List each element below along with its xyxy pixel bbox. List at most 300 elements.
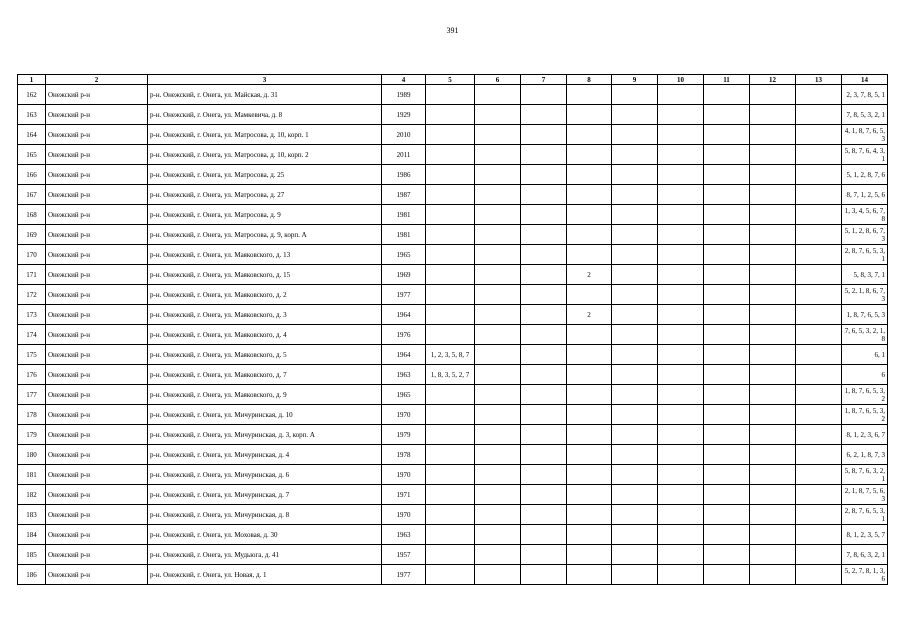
col5-cell (426, 125, 475, 145)
col6-cell (475, 365, 521, 385)
col12-cell (750, 405, 796, 425)
col14-cell: 2, 3, 7, 8, 5, 1 (842, 85, 888, 105)
col10-cell (658, 265, 704, 285)
col14-cell: 6, 1 (842, 345, 888, 365)
column-header-1: 1 (18, 75, 46, 85)
col5-cell (426, 145, 475, 165)
row-number-cell: 172 (18, 285, 46, 305)
table-body (18, 85, 888, 585)
col9-cell (612, 325, 658, 345)
col8-cell (567, 245, 612, 265)
col11-cell (704, 485, 750, 505)
col7-cell (521, 445, 567, 465)
district-cell: Онежский р-н (46, 245, 148, 265)
col9-cell (612, 565, 658, 585)
year-cell: 1977 (382, 565, 426, 585)
row-number-cell: 168 (18, 205, 46, 225)
col9-cell (612, 105, 658, 125)
col8-cell (567, 225, 612, 245)
row-number-cell: 184 (18, 525, 46, 545)
col13-cell (796, 365, 842, 385)
col6-cell (475, 345, 521, 365)
col8-cell (567, 205, 612, 225)
table-row (18, 385, 888, 405)
col14-cell: 7, 8, 5, 3, 2, 1 (842, 105, 888, 125)
col8-cell (567, 85, 612, 105)
address-cell: р-н. Онежский, г. Онега, ул. Мичуринская, д. 3, корп. А (148, 425, 382, 445)
col8-cell (567, 365, 612, 385)
col11-cell (704, 365, 750, 385)
col9-cell (612, 405, 658, 425)
col9-cell (612, 285, 658, 305)
col7-cell (521, 165, 567, 185)
col14-cell: 2, 8, 7, 6, 5, 3, 1 (842, 245, 888, 265)
col12-cell (750, 565, 796, 585)
col11-cell (704, 525, 750, 545)
col12-cell (750, 545, 796, 565)
col6-cell (475, 265, 521, 285)
col14-cell: 4, 1, 8, 7, 6, 5, 3 (842, 125, 888, 145)
col12-cell (750, 425, 796, 445)
year-cell: 1978 (382, 445, 426, 465)
col9-cell (612, 545, 658, 565)
col7-cell (521, 225, 567, 245)
col12-cell (750, 185, 796, 205)
col5-cell (426, 85, 475, 105)
year-cell: 1970 (382, 505, 426, 525)
row-number-cell: 173 (18, 305, 46, 325)
col9-cell (612, 465, 658, 485)
col8-cell (567, 525, 612, 545)
table-row (18, 525, 888, 545)
col10-cell (658, 105, 704, 125)
col7-cell (521, 185, 567, 205)
year-cell: 1969 (382, 265, 426, 285)
column-header-12: 12 (750, 75, 796, 85)
col6-cell (475, 185, 521, 205)
row-number-cell: 167 (18, 185, 46, 205)
col14-cell: 5, 8, 3, 7, 1 (842, 265, 888, 285)
col6-cell (475, 325, 521, 345)
district-cell: Онежский р-н (46, 445, 148, 465)
row-number-cell: 186 (18, 565, 46, 585)
col13-cell (796, 345, 842, 365)
col13-cell (796, 385, 842, 405)
table-row (18, 425, 888, 445)
district-cell: Онежский р-н (46, 465, 148, 485)
table-row (18, 505, 888, 525)
col11-cell (704, 165, 750, 185)
address-cell: р-н. Онежский, г. Онега, ул. Матросова, д. 9, корп. А (148, 225, 382, 245)
year-cell: 1987 (382, 185, 426, 205)
col5-cell (426, 305, 475, 325)
col14-cell: 7, 8, 6, 3, 2, 1 (842, 545, 888, 565)
row-number-cell: 164 (18, 125, 46, 145)
table-row (18, 225, 888, 245)
header-row (18, 75, 888, 85)
col9-cell (612, 305, 658, 325)
col10-cell (658, 305, 704, 325)
col14-cell: 5, 2, 7, 8, 1, 3, 6 (842, 565, 888, 585)
col11-cell (704, 405, 750, 425)
district-cell: Онежский р-н (46, 85, 148, 105)
district-cell: Онежский р-н (46, 365, 148, 385)
row-number-cell: 180 (18, 445, 46, 465)
col8-cell (567, 345, 612, 365)
table-row (18, 365, 888, 385)
col7-cell (521, 425, 567, 445)
col6-cell (475, 485, 521, 505)
address-cell: р-н. Онежский, г. Онега, ул. Мамкевича, д. 8 (148, 105, 382, 125)
column-header-11: 11 (704, 75, 750, 85)
col11-cell (704, 205, 750, 225)
col7-cell (521, 385, 567, 405)
col12-cell (750, 505, 796, 525)
col7-cell (521, 465, 567, 485)
col6-cell (475, 385, 521, 405)
col11-cell (704, 85, 750, 105)
year-cell: 1929 (382, 105, 426, 125)
col5-cell (426, 165, 475, 185)
col10-cell (658, 545, 704, 565)
col5-cell (426, 505, 475, 525)
col11-cell (704, 265, 750, 285)
col6-cell (475, 245, 521, 265)
col5-cell: 1, 2, 3, 5, 8, 7 (426, 345, 475, 365)
district-cell: Онежский р-н (46, 565, 148, 585)
col5-cell (426, 425, 475, 445)
col7-cell (521, 305, 567, 325)
col13-cell (796, 485, 842, 505)
col8-cell (567, 125, 612, 145)
col8-cell (567, 285, 612, 305)
col9-cell (612, 125, 658, 145)
year-cell: 1957 (382, 545, 426, 565)
col13-cell (796, 245, 842, 265)
col9-cell (612, 185, 658, 205)
col5-cell (426, 445, 475, 465)
row-number-cell: 178 (18, 405, 46, 425)
col11-cell (704, 465, 750, 485)
col6-cell (475, 105, 521, 125)
col14-cell: 8, 7, 1, 2, 5, 6 (842, 185, 888, 205)
col13-cell (796, 545, 842, 565)
col7-cell (521, 265, 567, 285)
year-cell: 1970 (382, 465, 426, 485)
housing-registry-table (17, 74, 888, 585)
address-cell: р-н. Онежский, г. Онега, ул. Маяковского, д. 3 (148, 305, 382, 325)
col11-cell (704, 245, 750, 265)
address-cell: р-н. Онежский, г. Онега, ул. Мичуринская, д. 7 (148, 485, 382, 505)
col7-cell (521, 525, 567, 545)
district-cell: Онежский р-н (46, 165, 148, 185)
col7-cell (521, 325, 567, 345)
col10-cell (658, 365, 704, 385)
col10-cell (658, 145, 704, 165)
col5-cell (426, 205, 475, 225)
row-number-cell: 162 (18, 85, 46, 105)
col11-cell (704, 225, 750, 245)
row-number-cell: 163 (18, 105, 46, 125)
col9-cell (612, 85, 658, 105)
col9-cell (612, 485, 658, 505)
col12-cell (750, 525, 796, 545)
col6-cell (475, 465, 521, 485)
col9-cell (612, 425, 658, 445)
col7-cell (521, 105, 567, 125)
col5-cell (426, 545, 475, 565)
col14-cell: 5, 1, 2, 8, 7, 6 (842, 165, 888, 185)
col6-cell (475, 445, 521, 465)
col13-cell (796, 285, 842, 305)
table-row (18, 145, 888, 165)
col8-cell: 2 (567, 305, 612, 325)
col7-cell (521, 145, 567, 165)
col7-cell (521, 125, 567, 145)
col5-cell (426, 465, 475, 485)
address-cell: р-н. Онежский, г. Онега, ул. Матросова, д. 9 (148, 205, 382, 225)
col12-cell (750, 225, 796, 245)
col11-cell (704, 305, 750, 325)
col6-cell (475, 85, 521, 105)
col7-cell (521, 245, 567, 265)
col14-cell: 1, 8, 7, 6, 5, 3, 2 (842, 405, 888, 425)
address-cell: р-н. Онежский, г. Онега, ул. Маяковского, д. 9 (148, 385, 382, 405)
col6-cell (475, 225, 521, 245)
year-cell: 1986 (382, 165, 426, 185)
col6-cell (475, 405, 521, 425)
col12-cell (750, 165, 796, 185)
col12-cell (750, 485, 796, 505)
col8-cell (567, 465, 612, 485)
column-header-2: 2 (46, 75, 148, 85)
year-cell: 1989 (382, 85, 426, 105)
year-cell: 1964 (382, 305, 426, 325)
col14-cell: 8, 1, 2, 3, 6, 7 (842, 425, 888, 445)
district-cell: Онежский р-н (46, 185, 148, 205)
year-cell: 1971 (382, 485, 426, 505)
col10-cell (658, 565, 704, 585)
column-header-5: 5 (426, 75, 475, 85)
district-cell: Онежский р-н (46, 345, 148, 365)
col14-cell: 5, 1, 2, 8, 6, 7, 3 (842, 225, 888, 245)
year-cell: 2010 (382, 125, 426, 145)
col12-cell (750, 305, 796, 325)
col14-cell: 1, 8, 7, 6, 5, 3, 2 (842, 385, 888, 405)
district-cell: Онежский р-н (46, 305, 148, 325)
col8-cell (567, 145, 612, 165)
address-cell: р-н. Онежский, г. Онега, ул. Мудьюга, д. 41 (148, 545, 382, 565)
district-cell: Онежский р-н (46, 285, 148, 305)
address-cell: р-н. Онежский, г. Онега, ул. Мичуринская, д. 4 (148, 445, 382, 465)
col10-cell (658, 425, 704, 445)
address-cell: р-н. Онежский, г. Онега, ул. Маяковского, д. 13 (148, 245, 382, 265)
year-cell: 1981 (382, 225, 426, 245)
col5-cell (426, 245, 475, 265)
col12-cell (750, 125, 796, 145)
col5-cell (426, 405, 475, 425)
col5-cell (426, 105, 475, 125)
col12-cell (750, 365, 796, 385)
col13-cell (796, 425, 842, 445)
col12-cell (750, 345, 796, 365)
year-cell: 1976 (382, 325, 426, 345)
row-number-cell: 183 (18, 505, 46, 525)
col12-cell (750, 245, 796, 265)
table-row (18, 405, 888, 425)
col12-cell (750, 385, 796, 405)
col11-cell (704, 185, 750, 205)
column-header-14: 14 (842, 75, 888, 85)
row-number-cell: 181 (18, 465, 46, 485)
col9-cell (612, 205, 658, 225)
row-number-cell: 169 (18, 225, 46, 245)
col12-cell (750, 445, 796, 465)
col10-cell (658, 225, 704, 245)
col12-cell (750, 265, 796, 285)
col13-cell (796, 85, 842, 105)
col9-cell (612, 525, 658, 545)
address-cell: р-н. Онежский, г. Онега, ул. Моховая, д. 30 (148, 525, 382, 545)
col9-cell (612, 445, 658, 465)
district-cell: Онежский р-н (46, 545, 148, 565)
col9-cell (612, 165, 658, 185)
table-row (18, 185, 888, 205)
row-number-cell: 182 (18, 485, 46, 505)
col13-cell (796, 145, 842, 165)
col6-cell (475, 525, 521, 545)
col8-cell (567, 165, 612, 185)
col13-cell (796, 125, 842, 145)
col11-cell (704, 125, 750, 145)
col14-cell: 2, 8, 7, 6, 5, 3, 1 (842, 505, 888, 525)
row-number-cell: 170 (18, 245, 46, 265)
table-row (18, 445, 888, 465)
table-row (18, 465, 888, 485)
column-header-8: 8 (567, 75, 612, 85)
col13-cell (796, 525, 842, 545)
col13-cell (796, 185, 842, 205)
col8-cell (567, 405, 612, 425)
year-cell: 2011 (382, 145, 426, 165)
year-cell: 1964 (382, 345, 426, 365)
table-row (18, 285, 888, 305)
address-cell: р-н. Онежский, г. Онега, ул. Маяковского, д. 15 (148, 265, 382, 285)
col12-cell (750, 105, 796, 125)
district-cell: Онежский р-н (46, 405, 148, 425)
district-cell: Онежский р-н (46, 265, 148, 285)
district-cell: Онежский р-н (46, 505, 148, 525)
year-cell: 1965 (382, 385, 426, 405)
col10-cell (658, 405, 704, 425)
col12-cell (750, 465, 796, 485)
page-number: 391 (446, 26, 459, 35)
col7-cell (521, 565, 567, 585)
col8-cell (567, 425, 612, 445)
district-cell: Онежский р-н (46, 425, 148, 445)
address-cell: р-н. Онежский, г. Онега, ул. Мичуринская, д. 8 (148, 505, 382, 525)
col7-cell (521, 285, 567, 305)
district-cell: Онежский р-н (46, 225, 148, 245)
row-number-cell: 176 (18, 365, 46, 385)
col12-cell (750, 145, 796, 165)
address-cell: р-н. Онежский, г. Онега, ул. Новая, д. 1 (148, 565, 382, 585)
col5-cell (426, 525, 475, 545)
col10-cell (658, 285, 704, 305)
row-number-cell: 175 (18, 345, 46, 365)
column-header-6: 6 (475, 75, 521, 85)
col6-cell (475, 145, 521, 165)
address-cell: р-н. Онежский, г. Онега, ул. Матросова, д. 10, корп. 1 (148, 125, 382, 145)
col10-cell (658, 505, 704, 525)
col6-cell (475, 205, 521, 225)
year-cell: 1963 (382, 525, 426, 545)
district-cell: Онежский р-н (46, 145, 148, 165)
row-number-cell: 166 (18, 165, 46, 185)
year-cell: 1963 (382, 365, 426, 385)
col14-cell: 7, 6, 5, 3, 2, 1, 8 (842, 325, 888, 345)
col7-cell (521, 205, 567, 225)
column-header-7: 7 (521, 75, 567, 85)
col10-cell (658, 445, 704, 465)
col10-cell (658, 125, 704, 145)
col9-cell (612, 265, 658, 285)
col14-cell: 6, 2, 1, 8, 7, 3 (842, 445, 888, 465)
col6-cell (475, 125, 521, 145)
table-row (18, 345, 888, 365)
row-number-cell: 171 (18, 265, 46, 285)
col10-cell (658, 385, 704, 405)
col5-cell (426, 325, 475, 345)
col10-cell (658, 245, 704, 265)
col12-cell (750, 325, 796, 345)
col13-cell (796, 325, 842, 345)
col11-cell (704, 445, 750, 465)
row-number-cell: 185 (18, 545, 46, 565)
col8-cell (567, 565, 612, 585)
col14-cell: 5, 2, 1, 8, 6, 7, 3 (842, 285, 888, 305)
col13-cell (796, 405, 842, 425)
table-row (18, 105, 888, 125)
address-cell: р-н. Онежский, г. Онега, ул. Маяковского, д. 5 (148, 345, 382, 365)
col9-cell (612, 245, 658, 265)
col7-cell (521, 505, 567, 525)
col11-cell (704, 545, 750, 565)
col11-cell (704, 345, 750, 365)
col8-cell (567, 325, 612, 345)
col7-cell (521, 485, 567, 505)
col13-cell (796, 505, 842, 525)
column-header-13: 13 (796, 75, 842, 85)
col14-cell: 1, 8, 7, 6, 5, 3 (842, 305, 888, 325)
row-number-cell: 165 (18, 145, 46, 165)
col7-cell (521, 365, 567, 385)
year-cell: 1979 (382, 425, 426, 445)
col10-cell (658, 85, 704, 105)
col5-cell (426, 565, 475, 585)
col11-cell (704, 385, 750, 405)
district-cell: Онежский р-н (46, 105, 148, 125)
col14-cell: 1, 3, 4, 5, 6, 7, 8 (842, 205, 888, 225)
col13-cell (796, 105, 842, 125)
col12-cell (750, 85, 796, 105)
col14-cell: 6 (842, 365, 888, 385)
column-header-3: 3 (148, 75, 382, 85)
col6-cell (475, 165, 521, 185)
year-cell: 1981 (382, 205, 426, 225)
row-number-cell: 174 (18, 325, 46, 345)
col8-cell (567, 505, 612, 525)
